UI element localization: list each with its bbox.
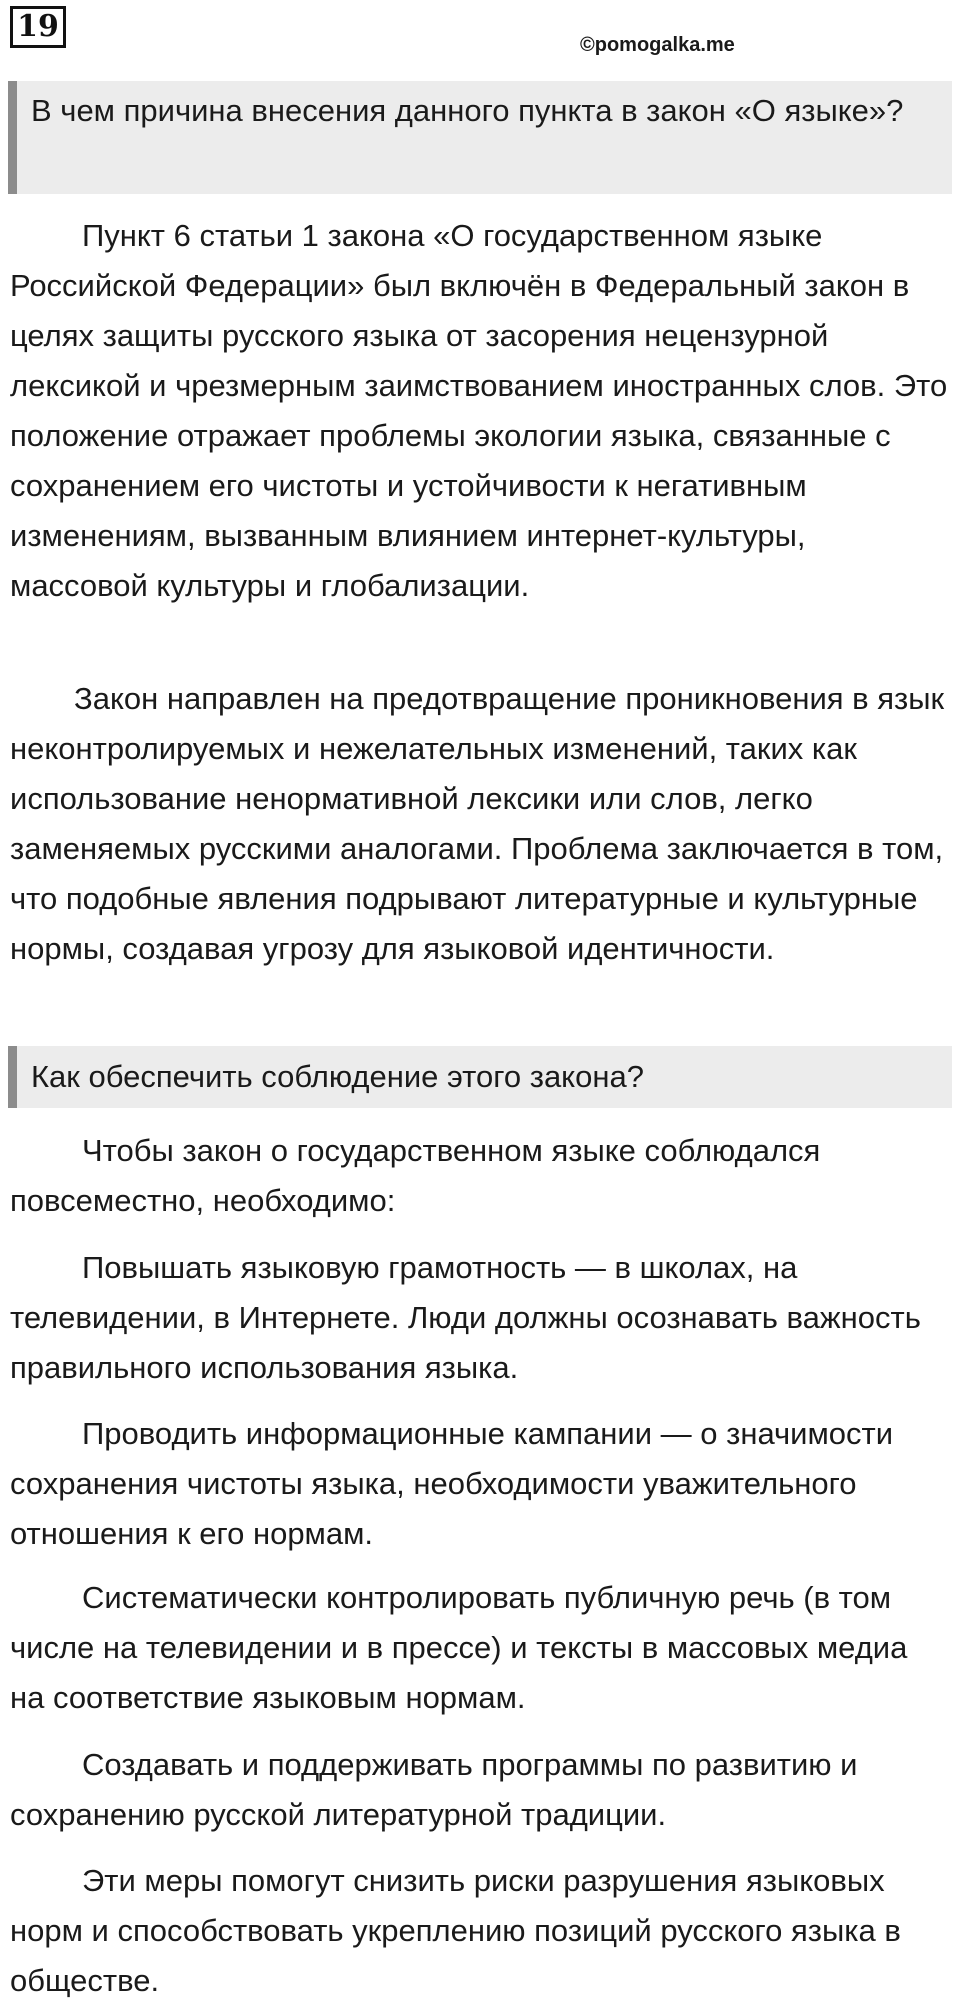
answer-paragraph-1 (10, 211, 950, 611)
question-heading-1: В чем причина внесения данного пункта в закон «О языке»? (8, 81, 952, 194)
paragraph-text: Пункт 6 статьи 1 закона «О государственном языке Российской Федерации» был включён в Федеральный закон в целях защиты русского языка от засорения нецензурной лексикой и чрезмерным заимствованием иностранных слов. Это положение отражает проблемы экологии языка, связанные с сохранением его чистоты и устойчивости к негативным изменениям, вызванным влиянием интернет-культуры, массовой культуры и глобализации. (10, 218, 948, 603)
question-heading-2: Как обеспечить соблюдение этого закона? (8, 1046, 952, 1108)
answer-paragraph-7 (10, 1740, 950, 1840)
page-number: 19 (10, 6, 66, 48)
paragraph-text: Эти меры помогут снизить риски разрушения языковых норм и способствовать укреплению позиций русского языка в обществе. (10, 1863, 901, 1998)
answer-paragraph-6 (10, 1573, 950, 1723)
answer-paragraph-2 (10, 674, 950, 974)
watermark: ©pomogalka.me (580, 34, 735, 56)
paragraph-text: Закон направлен на предотвращение проникновения в язык неконтролируемых и нежелательных изменений, таких как использование ненормативной лексики или слов, легко заменяемых русскими аналогами. Проблема заключается в том, что подобные явления подрывают литературные и культурные нормы, создавая угрозу для языковой идентичности. (10, 681, 945, 966)
answer-paragraph-5 (10, 1409, 950, 1559)
paragraph-text: Чтобы закон о государственном языке соблюдался повсеместно, необходимо: (10, 1133, 821, 1218)
paragraph-text: Создавать и поддерживать программы по развитию и сохранению русской литературной традиции. (10, 1747, 858, 1832)
answer-paragraph-8 (10, 1856, 950, 2006)
answer-paragraph-3 (10, 1126, 950, 1226)
answer-paragraph-4 (10, 1243, 950, 1393)
paragraph-text: Проводить информационные кампании — о значимости сохранения чистоты языка, необходимости уважительного отношения к его нормам. (10, 1416, 894, 1551)
paragraph-text: Повышать языковую грамотность — в школах, на телевидении, в Интернете. Люди должны осознавать важность правильного использования языка. (10, 1250, 921, 1385)
paragraph-text: Систематически контролировать публичную речь (в том числе на телевидении и в прессе) и тексты в массовых медиа на соответствие языковым нормам. (10, 1580, 908, 1715)
